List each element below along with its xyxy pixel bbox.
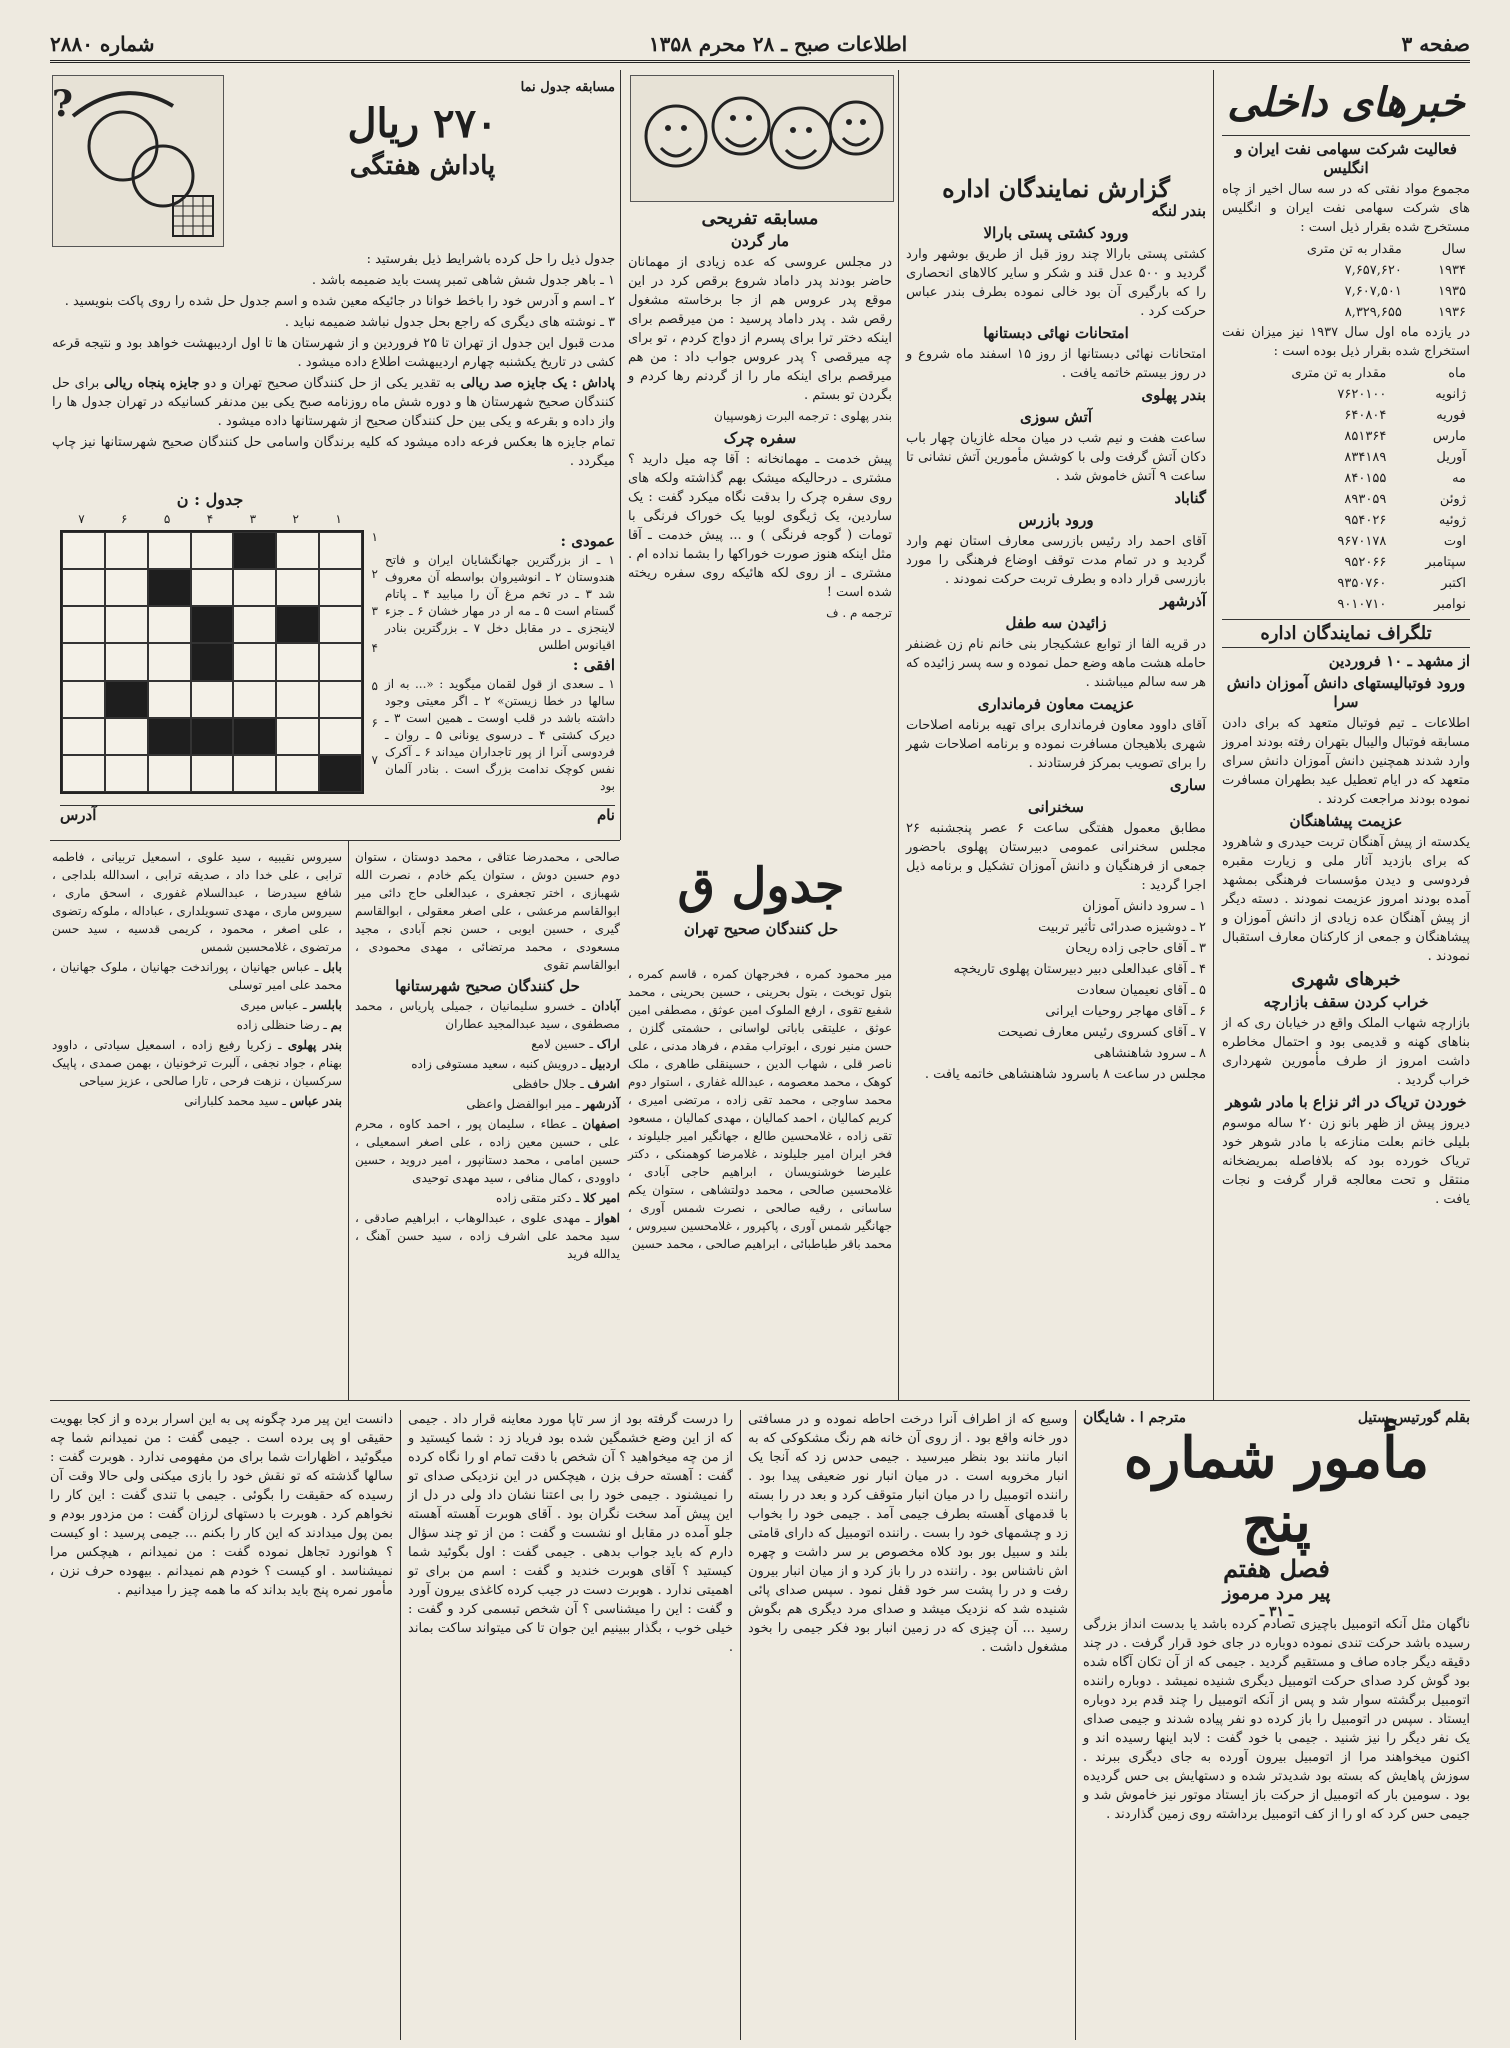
domestic-section-title: خبرهای داخلی [1227, 79, 1465, 126]
oil-head-amount: مقدار به تن متری [1306, 242, 1402, 257]
serial-column-3: را درست گرفته بود از سر تاپا مورد معاینه قرار داد . جیمی که از این وضع خشمگین شده بود فریاد زد : شما کیستید و از من چه میخواهید ؟ آن شخص با دقت تمام او را نگاه کرده گفت : آهسته حرف بزن ، هیچکس در این نزدیکی صدای تو را نمیشنود . جیمی خود را بی اعتنا نشان داد ولی در دل از این پیش آمد سخت نگران بود . آقای هوبرت آهسته آهسته جلو آمده در مقابل او نشست و گفت : من از تو چند سؤال دارم که باید جواب بدهی . جیمی گفت : اول بگوئید شما کیستید ؟ آقای هوبرت خندید و گفت : اسم من برای تو اهمیتی ندارد . هوبرت دست در جیب کرده کاغذی بیرون آورد و گفت : این را میشناسی ؟ آن شخص تبسمی کرد و گفت : خیلی خوب ، بگذار ببینیم این جوان تا کی میتواند ساکت بماند . [408, 1412, 733, 1655]
table-row: آوریل ۸۳۴۱۸۹ [1344, 450, 1466, 465]
story1-credit: بندر پهلوی : ترجمه البرت زهوسپیان [714, 409, 892, 423]
list-item: ۳ ـ نوشته های دیگری که راجع بحل جدول نباشد ضمیمه نباید . [284, 315, 615, 330]
table-row: اکتبر ۹۳۵۰۷۶۰ [1337, 576, 1466, 591]
oil-monthly-intro: در یازده ماه اول سال ۱۹۳۷ نیز میزان نفت استخراج شده بقرار ذیل بوده است : [1222, 325, 1470, 359]
issue-number: شماره ۲۸۸۰ [50, 32, 155, 56]
solvers-subtitle: حل کنندگان صحیح تهران [683, 920, 839, 938]
solvers-header [630, 855, 892, 965]
lengeh-dateline: بندر لنگه [1151, 202, 1206, 220]
list-item: ۷ ـ آقای کسروی رئیس معارف نصیحت [997, 1025, 1206, 1040]
serial-translator: مترجم ا . شایگان [1083, 1410, 1186, 1426]
contest-illustration [52, 75, 224, 247]
domestic-news-column [1222, 75, 1470, 1395]
mashhad-body: اطلاعات ـ تیم فوتبال متعهد که برای دادن مسابقه فوتبال والیبال بتهران رفته بودند امروز وارد شدند همچنین دانش آموزان دانش سرای متعهد که در ایام تعطیل عید بطهران مسافرت نموده بودند مراجعت کردند . [1222, 716, 1470, 807]
table-row: فوریه ۶۴۰۸۰۴ [1344, 408, 1466, 423]
oil-intro: مجموع مواد نفتی که در سه سال اخیر از چاه های شرکت سهامی نفت ایران و انگلیس مستخرج شده بقرار ذیل است : [1222, 182, 1470, 235]
grid-title: جدول : ن [176, 490, 244, 509]
lengeh-title: ورود کشتی پستی بارالا [983, 224, 1129, 242]
solvers-misc: سیروس نقیبیه ، سید علوی ، اسمعیل تربیانی ، فاطمه ترابی ، علی خدا داد ، صدیقه ترابی ، اسدالله بلداجی ، شافع سیدرضا ، عبدالسلام غفوری ، اسحق ماری ، سیروس ماری ، مهدی تسویلداری ، عباداله ، ملوکه رتضوی ، علی اصغر ، محمود ، کریمی قدسیه ، سید حسن مرتضوی ، غلامحسین شمس [52, 850, 342, 954]
triplets-body: در قریه الفا از توابع عشکیجار بنی خانم نام زن غضنفر حامله هشت ماهه وضع حمل نموده و سه پسر زائیده که هر سه سالم میباشند . [906, 637, 1206, 690]
crossword-grid[interactable] [60, 530, 364, 794]
oil-head-year: سال [1441, 242, 1466, 257]
reports-column [906, 175, 1206, 1395]
triplets-title: زائیدن سه طفل [1005, 614, 1107, 632]
story1-body: در مجلس عروسی که عده زیادی از مهمانان حاضر بودند پدر داماد شروع برقص کرد در این موقع پدر عروس هم از جا برخاسته مشغول رقص شد . پدر داماد پرسید : من میرقصم برای اینکه دختر ترا برای پسرم از دواج کردم ، تو برای چه میرقصی ؟ پدر عروس جواب داد : من هم میرقصم برای اینکه مار را از گردنم رها کردم و بگردن تو بستم . [628, 255, 892, 403]
governor-title: عزیمت معاون فرمانداری [977, 695, 1135, 713]
reward-main: یک جایزه صد ریالی [460, 376, 568, 391]
table-row: ژوئن ۸۹۳۰۵۹ [1344, 492, 1466, 507]
reward-main2: جایزه پنجاه ریالی [104, 376, 200, 391]
couple-illustration [53, 76, 223, 246]
reward-text3: تمام جایزه ها بعکس فرعه داده میشود که کلیه برندگان واسامی حل کنندگان صحیح شهرستانها نیز چاپ میگردد . [52, 435, 615, 469]
table-row: ۱۹۳۴ ۷,۶۵۷,۶۲۰ [1344, 263, 1466, 278]
pishahangan-body: یکدسته از پیش آهنگان تربت حیدری و شاهرود که برای بازدید آثار ملی و زیارت مقبره فردوسی و دیدن مؤسسات فرهنگی بمشهد آمده بودند امروز عزیمت نمودند . دسته دیگر از پیش آهنگان عده زیادی از دانش آموزان و پیشاهنگان و جمعی از کارکنان معارف استقبال نمودند . [1222, 835, 1470, 964]
table-row: اوت ۹۶۷۰۱۷۸ [1337, 534, 1466, 549]
pishahangan-title: عزیمت پیشاهنگان [1289, 812, 1403, 830]
serial-part: ـ ۳۱ ـ [1259, 1604, 1293, 1620]
faces-illustration [631, 76, 893, 201]
faces-cartoon [630, 75, 894, 202]
table-row: مه ۸۴۰۱۵۵ [1344, 471, 1466, 486]
address-label: آدرس [60, 806, 97, 824]
crossword-clues [385, 530, 615, 800]
story1-title: مار گردن [730, 232, 790, 250]
pahlavi-dateline: بندر پهلوی [1141, 386, 1206, 404]
solvers-tehran-right: میر محمود کمره ، فخرجهان کمره ، قاسم کمره ، بتول توبخت ، بتول بحرینی ، حسین بحرینی ، محمد شفیع تقوی ، ارفع الملوک امین عوثق ، مصطفی امین عوثق ، علیتقی باباتی لواسانی ، حشمتی گلزن ، حسن منیر نوری ، ابوتراب مقدم ، فرهاد مدنی ، علی ناصر قلی ، شهاب الدین ، حسینقلی طاهری ، ملک کوهک ، محمد معصومه ، عبدالله غفاری ، استوار دوم محمد ساوجی ، محمد تقی زاده ، مرتضی امیری ، کریم کمالیان ، احمد کمالیان ، مهدی کمالیان ، مسعود تقی زاده ، غلامحسین طالع ، جهانگیر امیر جلیلوند ، فخر ایران امیر جلیلوند ، غلامرضا کوهمنکی ، دکتر علیرضا خوشنویسان ، ابراهیم حاجی آبادی ، غلامحسین صالحی ، محمد دولتشاهی ، ستوان یکم ساسانی ، رقیه صالحی ، نصرت شمس آوری ، جهانگیر شمس آوری ، پاکپرور ، غلامحسین سیروس ، محمد باقر طباطبائی ، ابراهیم صالحی ، محمد حسین [628, 967, 892, 1251]
reward-text2: برای حل کنندگان صحیح شهرستان ها و دوره شش ماه روزنامه صبح یکی بین مدنفر کسانیکه در تهران جدول ها را واز داده و بقرعه و یکی بین حل کنندگان صحیح از شهرستانها داده میشود . [52, 376, 616, 429]
inspector-title: ورود بازرس [1018, 511, 1094, 529]
solvers-left-column: سیروس نقیبیه ، سید علوی ، اسمعیل تربیانی ، فاطمه ترابی ، علی خدا داد ، صدیقه ترابی ، اسدالله بلداجی ، شافع سیدرضا ، عبدالسلام غفوری ، اسحق ماری ، سیروس ماری ، مهدی تسویلداری ، عباداله ، ملوکه رتضوی ، علی اصغر ، محمود ، کریمی قدسیه ، سید حسن مرتضوی ، غلامحسین شمس بابل ـ عباس جهانیان ، پوراندخت جهانیان ، ملوک جهانیان ، محمد علی امیر توسلی بابلسر ـ عباس میری بم ـ رضا حنظلی زاده بندر پهلوی ـ زکریا رفیع زاده ، اسمعیل سیادتی ، داوود بهنام ، جواد نجفی ، آلبرت ترخونیان ، بهمن صمدی ، پاپیک سرکسیان ، نزهت فرحی ، تارا صالحی ، عزیز سیاحی بندر عباس ـ سید محمد کلبارانی [52, 850, 342, 1108]
serial-column-4: دانست این پیر مرد چگونه پی به این اسرار برده و از کجا بهویت حقیقی او پی برده است . جیمی گفت : من نمیدانم شما چه میگوئید ، اظهارات شما برای من مفهومی ندارد . هوبرت گفت : سالها گذشته که تو نقش خود را بازی میکنی ولی حالا وقت آن رسیده که حقیقت را بگوئی . جیمی با تندی گفت : این کار را نخواهم کرد . هوبرت با دستهای لرزان گفت : من مزدور بودم و بمن پول میدادند که این کار را بکنم ... جیمی پرسید : او کیست ؟ هوانورد تجاهل نموده گفت : من نمیدانم ، هیچکس مرا نمیشناسد . او کیست ؟ خودم هم نمیدانم . بیهوده حرف نزن ، مأمور نمره پنج باید بداند که ما همه چیز را میدانیم . [50, 1412, 393, 1598]
table-row: سپتامبر ۹۵۲۰۶۶ [1344, 555, 1466, 570]
prize-subtitle: پاداش هفتگی [349, 151, 496, 181]
table-row: مارس ۸۵۱۳۶۴ [1344, 429, 1466, 444]
list-item: ۱ ـ سرود دانش آموزان [1082, 899, 1206, 914]
reward-text1: به تقدیر یکی از حل کنندگان صحیح تهران و دو [204, 376, 456, 391]
serial-column-2: وسیع که از اطراف آنرا درخت احاطه نموده و در مسافتی دور خانه واقع بود . از روی آن خانه هم رنگ مشکوکی که به انبار مانند بود بنظر میرسید . جیمی حدس زد که آنجا یک انبار مخروبه است . در میان انبار نور ضعیفی پیدا بود . راننده اتومبیل را در میان انبار متوقف کرد و بعد در را بسته با قدمهای آهسته بطرف جیمی آمد . جیمی خود را بخواب زد و چشمهای خود را بست . راننده اتومبیل که دارای قامتی بلند و سبیل بور بود کلاه مخصوص بر سر داشت و چهره اش ناشناس بود . راننده در را باز کرد و از میان انبار بیرون رفت و در را پشت سر خود قفل نمود . سپس صدای پائی شنیده شد که نزدیک میشد و صدای مرد دیگری هم بگوش رسید ... آن چیزی که در زمین انبار بود فکر جیمی را بخود مشغول داشت . [748, 1412, 1068, 1655]
contest-rules [52, 250, 615, 530]
lecture-body: مطابق معمول هفتگی ساعت ۶ عصر پنجشنبه ۲۶ مجلس سخنرانی عمومی دبیرستان پهلوی باحضور جمعی از فرهنگیان و دانش آموزان تشکیل و برنامه ذیل اجرا گردید : [906, 821, 1206, 893]
svg-text:?: ? [51, 83, 73, 125]
table-row: نوامبر ۹۰۱۰۷۱۰ [1337, 597, 1466, 612]
list-item: ۳ ـ آقای حاجی زاده ریحان [1065, 941, 1206, 956]
name-label: نام [596, 806, 615, 824]
inspector-body: آقای احمد راد رئیس بازرسی معارف استان نهم وارد گردید و در تمام مدت توقف اوضاع فرهنگی را مورد بازرسی قرار داده و بطرف تربت حرکت نمودند . [906, 534, 1206, 587]
report-title: گزارش نمایندگان اداره [942, 174, 1170, 203]
table-row: ۱۹۳۶ ۸,۳۲۹,۶۵۵ [1344, 305, 1466, 320]
serial-chapter: فصل هفتم [1223, 1554, 1330, 1583]
humor-column [628, 205, 892, 835]
list-item: ۴ ـ آقای عبدالعلی دبیر دبیرستان پهلوی تاریخچه [953, 962, 1206, 977]
exams-title: امتحانات نهائی دبستانها [983, 324, 1129, 342]
page-number: صفحه ۳ [1401, 32, 1470, 56]
contest-header: مسابقه جدول نما [520, 80, 615, 95]
mashhad-title: ورود فوتبالیستهای دانش آموزان دانش سرا [1226, 674, 1466, 711]
bazaar-body: بازارچه شهاب الملک واقع در خیابان ری که از بناهای کهنه و قدیمی بود و احتمال مخاطره داشت امروز از طرف مأمورین شهرداری خراب گردید . [1222, 1016, 1470, 1088]
bazaar-title: خراب کردن سقف بازارچه [1263, 993, 1429, 1011]
mashhad-dateline: از مشهد ـ ۱۰ فروردین [1328, 652, 1470, 670]
paper-date: اطلاعات صبح ـ ۲۸ محرم ۱۳۵۸ [648, 32, 908, 56]
serial-author: بقلم گورتیس ستیل [1357, 1410, 1470, 1426]
fire-body: ساعت هفت و نیم شب در میان محله غازیان چهار باب دکان آتش گرفت ولی با کوشش مأمورین آتش نشانی تا ساعت ۹ آتش خاموش شد . [906, 431, 1206, 484]
solvers-title: جدول ق [677, 858, 845, 914]
rules-note: مدت قبول این جدول از تهران تا ۲۵ فروردین و از شهرستان ها تا اول اردیبهشت خواهد بود و نتیجه قرعه کشی در تاریخ یکشنبه چهارم اردیبهشت اطلاع داده میشود . [52, 336, 616, 370]
masthead [50, 28, 1470, 63]
list-item: ۱ ـ باهر جدول شش شاهی تمبر پست باید ضمیمه باشد . [311, 273, 615, 288]
prize-amount: ۲۷۰ ریال [347, 100, 498, 147]
humor-title: مسابقه تفریحی [701, 208, 819, 229]
solvers-tehran-mid: صالحی ، محمدرضا عتاقی ، محمد دوستان ، ستوان دوم حسین دوش ، ستوان یکم خادم ، نصرت الله شهبازی ، اختر تجعفری ، عبدالعلی حاج دائی میر ابوالقاسم مرعشی ، علی اصغر معقولی ، ابوالقاسم گیری ، حسین ایوبی ، حسن نجم آبادی ، مجید مسعودی ، محمد مرتضائی ، مهدی محمودی ، ابوالقاسم تقوی [355, 850, 620, 972]
oil-monthly-table: ماه مقدار به تن متری ژانویه ۷۶۲۰۱۰۰ فوریه ۶۴۰۸۰۴ مارس ۸۵۱۳۶۴ آوریل ۸۳۴۱۸۹ مه ۸۴۰۱۵۵ ژوئن ۸۹۳۰۵۹ ژوئیه ۹۵۴۰۲۶ اوت ۹۶۷۰۱۷۸ سپتامبر ۹۵۲۰۶۶ اکتبر ۹۳۵۰۷۶۰ نوامبر ۹۰۱۰۷۱۰ [1222, 363, 1470, 615]
lengeh-body: کشتی پستی بارالا چند روز قبل از طریق بوشهر وارد گردید و ۵۰۰ عدل قند و شکر و سایر کالاهای انحصاری را که بارگیری آن بود خالی نموده بطرف بندر عباس حرکت کرد . [906, 247, 1206, 319]
serial-header [1083, 1410, 1470, 1620]
reward-label: پاداش : [572, 376, 616, 391]
rules-intro: جدول ذیل را حل کرده باشرایط ذیل بفرستید : [366, 252, 615, 267]
list-item: ۵ ـ آقای نعیمیان سعادت [1076, 983, 1206, 998]
horizontal-title: افقی : [572, 656, 615, 674]
telegraph-title: تلگراف نمایندگان اداره [1260, 623, 1432, 644]
lecture-closing: مجلس در ساعت ۸ باسرود شاهنشاهی خاتمه یافت . [924, 1067, 1206, 1082]
lecture-title: سخنرانی [1028, 798, 1084, 816]
serial-subtitle: پیر مرد مرموز [1222, 1583, 1331, 1604]
fire-title: آتش سوزی [1020, 408, 1092, 426]
table-row: ژوئیه ۹۵۴۰۲۶ [1344, 513, 1466, 528]
story2-title: سفره چرک [723, 429, 797, 447]
list-item: ۲ ـ اسم و آدرس خود را باخط خوانا در جائیکه معین شده و اسم جدول حل شده را روی پاکت بنویسید . [64, 294, 615, 309]
horizontal-clues: ۱ ـ سعدی از قول لقمان میگوید : «... به از سالها در خطا زیستن» ۲ ـ اگر معیتی وجود داشته باشد در قلب اوست ـ همین است ۳ ـ دیرک کشتی ۴ ـ درسوی یونانی ۵ ـ روان ـ فردوسی آنرا از پور تاجداران میداند ۶ ـ آکرک نفس کوچک ندامت بزرگ است . بنادر آلمان بود [385, 677, 616, 793]
vertical-title: عمودی : [560, 532, 615, 550]
shahr-title: حل کنندگان صحیح شهرستانها [395, 977, 580, 995]
oil-title: فعالیت شرکت سهامی نفت ایران و انگلیس [1235, 140, 1457, 177]
list-item: ۶ ـ آقای مهاجر روحیات ایرانی [1045, 1004, 1206, 1019]
azarshahr-dateline: آذرشهر [1160, 592, 1206, 610]
entry-fields [60, 805, 615, 834]
solvers-middle-column: صالحی ، محمدرضا عتاقی ، محمد دوستان ، ستوان دوم حسین دوش ، ستوان یکم خادم ، نصرت الله شهبازی ، اختر تجعفری ، عبدالعلی حاج دائی میر ابوالقاسم مرعشی ، علی اصغر معقولی ، ابوالقاسم گیری ، حسین ایوبی ، حسن نجم آبادی ، مجید مسعودی ، محمد مرتضائی ، مهدی محمودی ، ابوالقاسم تقوی حل کنندگان صحیح شهرستانها آبادان ـ خسرو سلیمانیان ، جمیلی پاریاس ، محمد مصطفوی ، سید عبدالمجید عطاران اراک ـ حسین لامع اردبیل ـ درویش کنبه ، سعید مستوفی زاده اشرف ـ جلال حافظی آذرشهر ـ میر ابوالفضل واعظی اصفهان ـ عطاء ، سلیمان پور ، احمد کاوه ، محرم علی ، حسین معین زاده ، علی اصغر اسمعیلی ، حسین امامی ، محمد دستانپور ، امیر دروید ، حسین داوودی ، کمال منافی ، سید مهدی توحیدی امیر کلا ـ دکتر متقی زاده اهواز ـ مهدی علوی ، عبدالوهاب ، ابراهیم صادقی ، سید محمد علی اشرف زاده ، سید حسن آهنگ ، یدالله فرید [355, 850, 620, 1261]
table-row: ۱۹۳۵ ۷,۶۰۷,۵۰۱ [1344, 284, 1466, 299]
governor-body: آقای داوود معاون فرمانداری برای تهیه برنامه اصلاحات شهری بلاهیجان مسافرت نموده و برنامه اصلاحات شهر را برای تصویب بمرکز فرستادند . [906, 718, 1206, 771]
story2-body: پیش خدمت ـ مهمانخانه : آقا چه میل دارید ؟ مشتری ـ درحالیکه میشک بهم گذاشته ولکه های روی سفره چرک را بدقت نگاه میکرد گفت : یک ساردین، یک ژیگوی لوبیا یک خوراک فرنگی با تومات ( گوجه فرنگی ) و ... پیش خدمت ـ آقا مثل اینکه هنوز صورت خوراکها را بشما نداده ام . مشتری ـ از روی لکه هائیکه روی سفره ریخته شده است ! [628, 452, 892, 600]
list-item: ۸ ـ سرود شاهنشاهی [1093, 1046, 1206, 1061]
opium-title: خوردن تریاک در اثر نزاع با مادر شوهر [1225, 1093, 1467, 1111]
story2-credit: ترجمه م . ف [826, 606, 892, 620]
grid-row-numbers: ۱ ۲ ۳ ۴ ۵ ۶ ۷ [371, 530, 378, 767]
oil-month-head: ماه [1448, 366, 1466, 381]
serial-title: مأمور شماره پنج [1123, 1425, 1430, 1555]
sari-dateline: ساری [1169, 776, 1206, 794]
oil-yearly-table [1222, 239, 1470, 323]
list-item: ۲ ـ دوشیزه صدرائی تأثیر تربیت [1038, 920, 1206, 935]
city-news-title: خبرهای شهری [1291, 969, 1401, 990]
opium-body: دیروز پیش از ظهر بانو زن ۲۰ ساله موسوم بلیلی خانم بعلت منازعه با مادر شوهر خود تریاک خورده بود که بلافاصله بمریضخانه منتقل و تحت معالجه قرار گرفت و نجات یافت . [1222, 1116, 1470, 1207]
serial-column-1: ناگهان مثل آنکه اتومبیل باچیزی تصادم کرده باشد یا بدست انداز بزرگی رسیده باشد حرکت تندی نموده دوباره در جای خود قرار گرفت . در چند دقیقه دیگر جاده صاف و مستقیم گردید . جیمی که از آن تکان آگاه شده بود گوش کرد صدای حرکت اتومبیل دیگری شنیده نمیشد . دوباره راننده اتومبیل برگشته سوار شد و پس از آنکه اتومبیل را چند قدم برد دوباره ایستاد . سپس در اتومبیل را باز کرده دو نفر پیاده شدند و جیمی صدای یک نفر دیگر را نیز شنید . جیمی با خود گفت : لابد اینها رسیده اند و اکنون میخواهند مرا از اتومبیل بیرون آورده به جای دیگری ببرند . سوزش پاهایش که بسته بود شدیدتر شده و دستهایش بی حس گردیده بود . سومین بار که اتومبیل از حرکت باز ایستاد موتور نیز خاموش شد و جیمی حس کرد که او را از کف اتومبیل برداشته روی زمین گذاردند . [1083, 1617, 1470, 1822]
vertical-clues: ۱ ـ از بزرگترین جهانگشایان ایران و فاتح هندوستان ۲ ـ انوشیروان بواسطه آن معروف شد ۳ ـ در تخم مرغ آن را میابید ۴ ـ پاتام گستام است ۵ ـ مه ار در مهار خشان ۶ ـ جزء لاینجزی ـ در مقابل دخل ۷ ـ بزرگترین بنادر اقیانوس اطلس [385, 553, 615, 652]
exams-body: امتحانات نهائی دبستانها از روز ۱۵ اسفند ماه شروع و در روز بیستم خاتمه یافت . [906, 347, 1206, 381]
table-row: ژانویه ۷۶۲۰۱۰۰ [1337, 387, 1466, 402]
grid-column-numbers: ۱ ۲ ۳ ۴ ۵ ۶ ۷ [78, 512, 342, 526]
gonabad-dateline: گناباد [1174, 489, 1206, 507]
